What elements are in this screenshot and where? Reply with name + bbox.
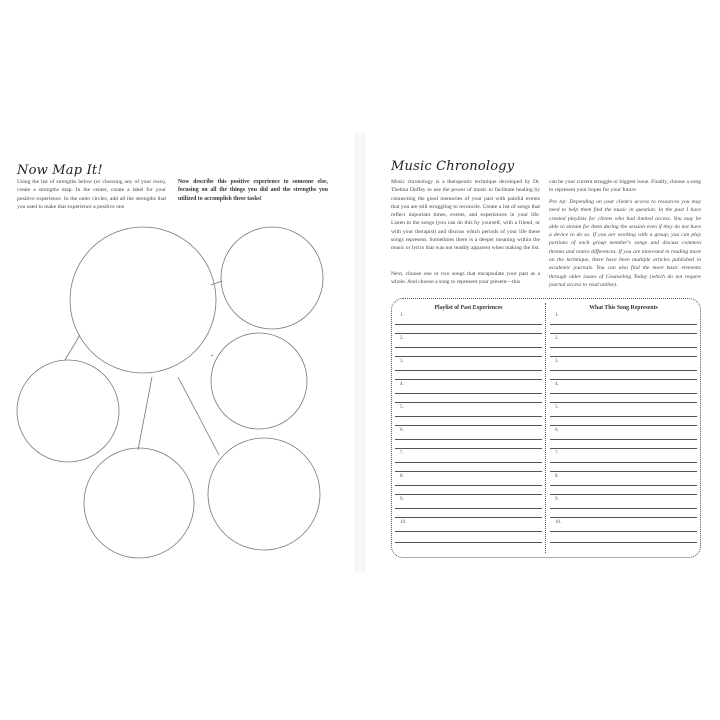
- playlist-row[interactable]: [395, 403, 542, 426]
- row-number: 5.: [555, 405, 559, 410]
- row-number: 6.: [400, 428, 404, 433]
- playlist-row[interactable]: [395, 357, 542, 380]
- row-number: 6.: [555, 428, 559, 433]
- meaning-row[interactable]: [550, 426, 697, 449]
- meaning-row[interactable]: [550, 334, 697, 357]
- write-line: [550, 416, 697, 417]
- meaning-row[interactable]: [550, 495, 697, 518]
- write-line: [395, 531, 542, 532]
- outer-circle-top-right[interactable]: [221, 227, 323, 329]
- row-number: 9.: [400, 497, 404, 502]
- meaning-row[interactable]: [550, 357, 697, 380]
- row-number: 7.: [400, 451, 404, 456]
- write-line: [395, 393, 542, 394]
- music-chronology-title: Music Chronology: [391, 159, 515, 174]
- write-line: [395, 485, 542, 486]
- write-line: [395, 439, 542, 440]
- write-line: [550, 393, 697, 394]
- row-number: 7.: [555, 451, 559, 456]
- meaning-row[interactable]: [550, 403, 697, 426]
- write-line: [395, 462, 542, 463]
- center-circle[interactable]: [70, 227, 216, 373]
- write-line: [550, 347, 697, 348]
- write-line: [550, 370, 697, 371]
- meaning-row[interactable]: [550, 518, 697, 543]
- music-chronology-future: can be your current struggle or biggest issue. Finally, choose a song to represent your hopes for your future.: [549, 179, 701, 194]
- write-line: [395, 370, 542, 371]
- playlist-row[interactable]: [395, 449, 542, 472]
- row-number: 9.: [555, 497, 559, 502]
- connector-line-left: [65, 335, 80, 360]
- row-number: 8.: [555, 474, 559, 479]
- meaning-row[interactable]: [550, 311, 697, 334]
- describe-experience-instruction: Now describe this positive experience to someone else, focusing on all the things you did and the strengths you utilized to accomplish these tasks!: [178, 179, 328, 202]
- connector-line-top-right: [211, 281, 222, 285]
- playlist-column-header: Playlist of Past Experiences: [434, 305, 503, 311]
- write-line: [395, 416, 542, 417]
- connector-line-bottom-left: [138, 377, 152, 450]
- playlist-table: [391, 298, 701, 558]
- write-line: [550, 439, 697, 440]
- row-number: 5.: [400, 405, 404, 410]
- write-line: [395, 508, 542, 509]
- row-number: 10.: [400, 520, 407, 525]
- row-number: 2.: [555, 336, 559, 341]
- now-map-it-title: Now Map It!: [17, 163, 103, 178]
- music-chronology-description: Music chronology is a therapeutic technique developed by Dr. Thelma Duffey to use the power of music to facilitate healing by connecting the good memories of your past with painful events that you are still struggling to reconcile. Create a list of songs that reflect important times, events, and experiences in your life. Listen to the songs (you can do this by yourself, with a friend, or with your therapist) and discuss which periods of your life these songs represent. Sometimes there is a deeper meaning within the music or lyrics that was not readily apparent when making the list.: [391, 179, 540, 252]
- playlist-row[interactable]: [395, 518, 542, 543]
- meaning-row[interactable]: [550, 472, 697, 495]
- row-number: 3.: [400, 359, 404, 364]
- write-line: [550, 324, 697, 325]
- playlist-row[interactable]: [395, 334, 542, 357]
- outer-circle-bottom-left[interactable]: [84, 448, 194, 558]
- connector-line-bottom-right: [178, 377, 219, 455]
- row-number: 1.: [555, 313, 559, 318]
- playlist-row[interactable]: [395, 380, 542, 403]
- row-number: 3.: [555, 359, 559, 364]
- write-line: [550, 531, 697, 532]
- meaning-row[interactable]: [550, 380, 697, 403]
- write-line: [395, 324, 542, 325]
- column-divider: [545, 303, 546, 553]
- row-number: 4.: [400, 382, 404, 387]
- row-number: 2.: [400, 336, 404, 341]
- playlist-row[interactable]: [395, 495, 542, 518]
- write-line: [550, 508, 697, 509]
- row-number: 1.: [400, 313, 404, 318]
- row-number: 8.: [400, 474, 404, 479]
- outer-circle-left[interactable]: [17, 360, 119, 462]
- outer-circle-right[interactable]: [211, 333, 307, 429]
- music-chronology-next-step: Next, choose one or two songs that encapsulate your past as a whole. And choose a song to represent your present—this: [391, 271, 540, 286]
- connector-line-right: [211, 355, 213, 356]
- playlist-row[interactable]: [395, 426, 542, 449]
- outer-circle-bottom-right[interactable]: [208, 438, 320, 550]
- row-number: 4.: [555, 382, 559, 387]
- write-line: [550, 462, 697, 463]
- write-line: [395, 347, 542, 348]
- song-meaning-column-header: What This Song Represents: [589, 305, 658, 311]
- write-line: [550, 485, 697, 486]
- playlist-row[interactable]: [395, 472, 542, 495]
- playlist-row[interactable]: [395, 311, 542, 334]
- pro-tip-text: Pro tip: Depending on your client's access to resources you may need to help them find the music in question. In the past I have created playlists for clients who had limited access. You may be able to stream for them during the session even if they do not have a device to do so. If you are working with a group, you can play portions of each group member's songs and discuss common themes and notice differences. If you are interested in reading more on the technique, there have been multiple articles published in academic journals. You can also find the more basic elements through older issues of Counseling Today (which do not require journal access to read online).: [549, 199, 701, 288]
- row-number: 10.: [555, 520, 562, 525]
- meaning-row[interactable]: [550, 449, 697, 472]
- strengths-map-intro: Using the list of strengths below (or choosing any of your own), create a strengths map. In the center, create a label for your positive experience. In the outer circles, add all the strengths that you used to make that experience a positive one: [17, 179, 166, 210]
